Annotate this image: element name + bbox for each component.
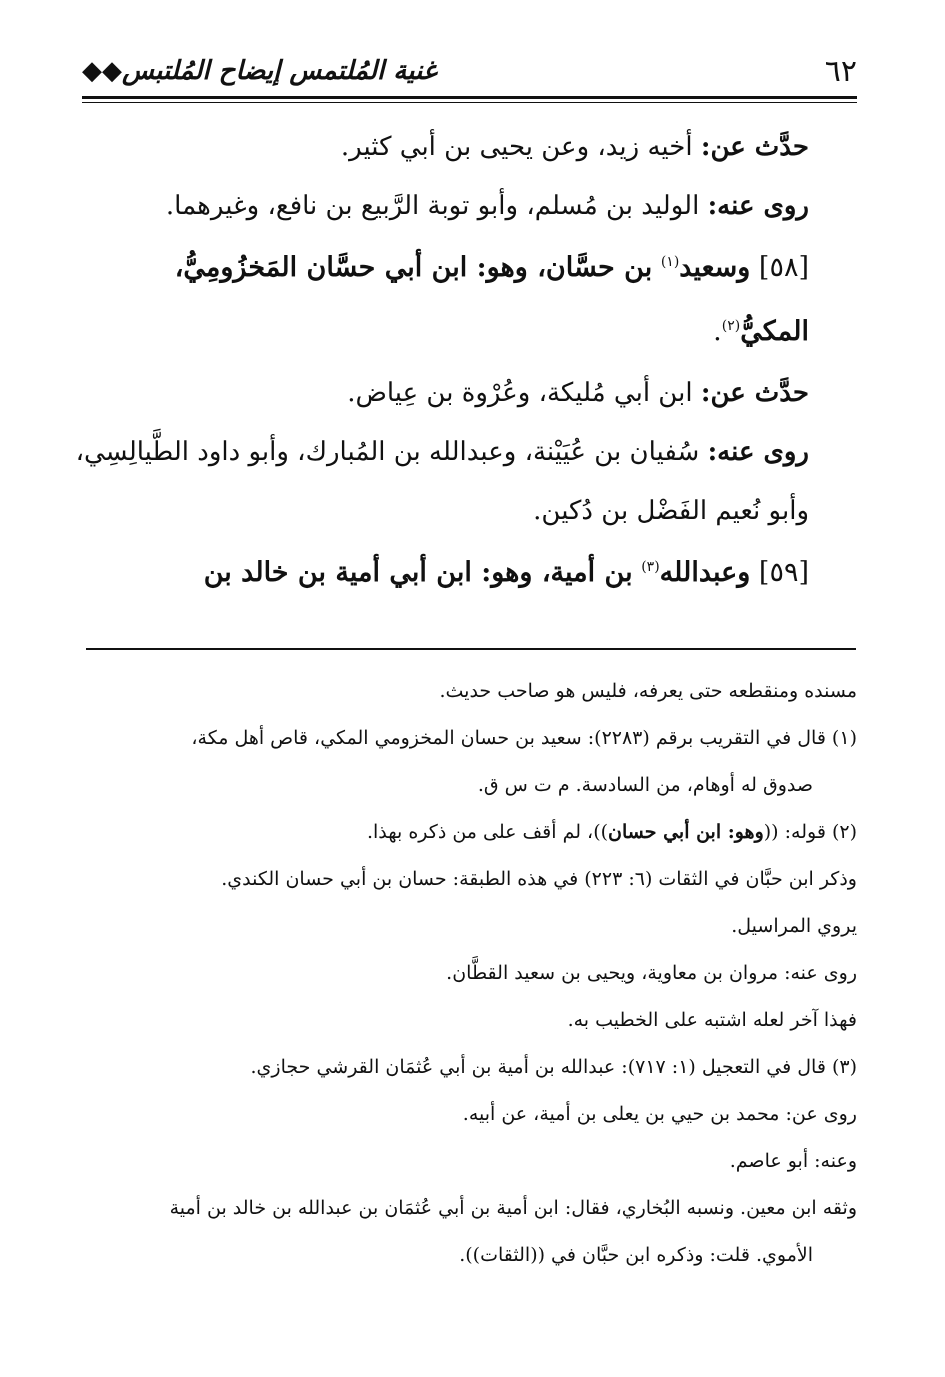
- field-label: حدَّث عن:: [700, 132, 809, 162]
- footnote-line: روى عن: محمد بن حيي بن يعلى بن أمية، عن أبيه.: [462, 1103, 857, 1125]
- entry-name: وعبدالله: [659, 557, 751, 588]
- footnote-line: وذكر ابن حبَّان في الثقات (٦: ٢٢٣) في هذه الطبقة: حسان بن أبي حسان الكندي.: [221, 868, 857, 890]
- footnote-line: صدوق له أوهام، من السادسة. م ت س ق.: [477, 774, 813, 796]
- footnote-line: الأموي. قلت: وذكره ابن حبَّان في ((الثقات)).: [459, 1244, 813, 1266]
- field-text: وأبو نُعيم الفَضْل بن دُكين.: [533, 496, 809, 526]
- footnote-line: [86, 809, 857, 856]
- footnote-text: (٢) قوله: ((: [763, 821, 857, 843]
- entry-heading-cont: [86, 300, 809, 364]
- footnote-text: ))، لم أقف على من ذكره بهذا.: [366, 821, 609, 843]
- entry-heading: [86, 541, 809, 605]
- footnote-quote: وهو: ابن أبي حسان: [608, 821, 764, 843]
- footnote-line: وثقه ابن معين. ونسبه البُخاري، فقال: ابن أمية بن أبي عُثمَان بن عبدالله بن خالد بن أمية: [169, 1197, 857, 1219]
- footnote-line: فهذا آخر لعله اشتبه على الخطيب به.: [567, 1009, 857, 1031]
- header-rule-thick: [82, 96, 857, 99]
- text-line: [86, 177, 809, 236]
- text-line: [86, 482, 809, 541]
- footnote-separator: [86, 648, 856, 650]
- footnote-ref: (٣): [641, 559, 660, 575]
- page-number: ٦٢: [824, 54, 857, 89]
- field-label: روى عنه:: [707, 437, 809, 467]
- footnote-line: وعنه: أبو عاصم.: [729, 1150, 857, 1172]
- entry-name: وسعيد: [679, 252, 751, 283]
- field-text: أخيه زيد، وعن يحيى بن أبي كثير.: [340, 132, 693, 162]
- page-header: [82, 50, 857, 92]
- entry-name-cont: المكيُّ: [740, 316, 809, 347]
- footnote-ref: (١): [660, 254, 680, 270]
- entry-name-rest: بن حسَّان، وهو: ابن أبي حسَّان المَخزُومِيُّ،: [174, 252, 653, 283]
- footnote-line: (١) قال في التقريب برقم (٢٢٨٣): سعيد بن حسان المخزومي المكي، قاص أهل مكة،: [191, 727, 857, 749]
- footnote-ref: (٢): [721, 318, 741, 334]
- entry-heading: [86, 236, 809, 300]
- field-text: الوليد بن مُسلم، وأبو توبة الرَّبيع بن نافع، وغيرهما.: [165, 191, 700, 221]
- field-text: ابن أبي مُليكة، وعُرْوة بن عِياض.: [347, 378, 693, 408]
- footnotes: [86, 668, 857, 1279]
- entry-name-rest: بن أمية، وهو: ابن أبي أمية بن خالد بن: [203, 557, 633, 588]
- text-line: [86, 118, 809, 177]
- text-line: [86, 364, 809, 423]
- footnote-line: روى عنه: مروان بن معاوية، ويحيى بن سعيد القطَّان.: [446, 962, 857, 984]
- running-title: غنية المُلتمس إيضاح المُلتبس◆◆: [82, 56, 437, 86]
- main-text: [75, 118, 809, 605]
- entry-end: .: [713, 316, 722, 347]
- field-label: حدَّث عن:: [700, 378, 809, 408]
- header-rule-thin: [82, 102, 857, 103]
- footnote-line: يروي المراسيل.: [731, 915, 857, 937]
- footnote-line: (٣) قال في التعجيل (١: ٧١٧): عبدالله بن أمية بن أبي عُثمَان القرشي حجازي.: [250, 1056, 857, 1078]
- text-line: [75, 423, 809, 482]
- entry-number: [٥٨]: [758, 252, 809, 283]
- entry-number: [٥٩]: [758, 557, 809, 588]
- field-label: روى عنه:: [707, 191, 809, 221]
- footnote-line: مسنده ومنقطعه حتى يعرفه، فليس هو صاحب حديث.: [439, 680, 857, 702]
- field-text: سُفيان بن عُيَيْنة، وعبدالله بن المُبارك، وأبو داود الطَّيالِسِي،: [75, 437, 700, 467]
